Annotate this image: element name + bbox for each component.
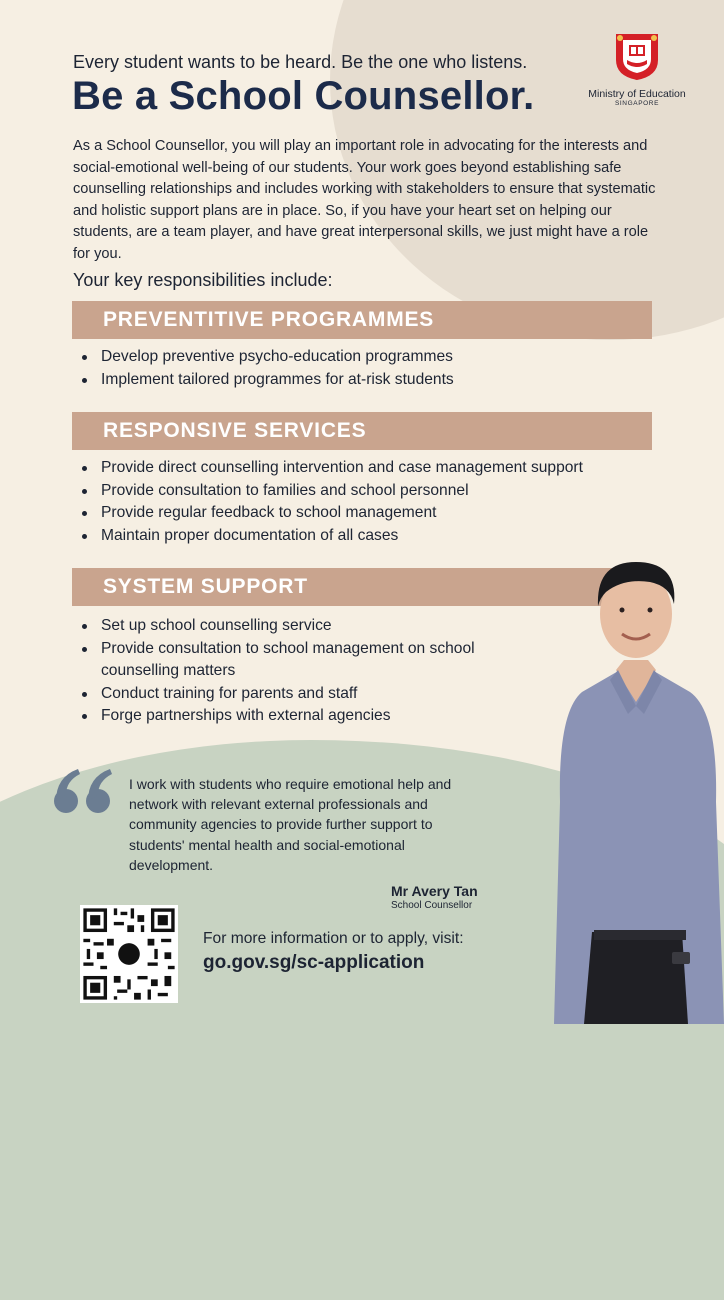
qr-code-icon bbox=[80, 905, 178, 1003]
moe-logo bbox=[582, 30, 692, 107]
section-title-preventive: PREVENTITIVE PROGRAMMES bbox=[72, 301, 652, 339]
list-item: Maintain proper documentation of all cases bbox=[73, 525, 673, 548]
list-item: Conduct training for parents and staff bbox=[73, 683, 493, 706]
list-item: Implement tailored programmes for at-risk students bbox=[73, 369, 633, 392]
preventive-list bbox=[73, 346, 633, 391]
cta-text: For more information or to apply, visit: bbox=[203, 930, 464, 947]
application-link[interactable]: go.gov.sg/sc-application bbox=[203, 952, 425, 973]
tagline: Every student wants to be heard. Be the one who listens. bbox=[73, 52, 528, 72]
moe-crest-icon bbox=[612, 30, 662, 82]
list-item: Develop preventive psycho-education programmes bbox=[73, 346, 633, 369]
list-item: Set up school counselling service bbox=[73, 615, 493, 638]
logo-country: SINGAPORE bbox=[614, 100, 660, 107]
testimonial-quote: I work with students who require emotional help and network with relevant external professionals and community agencies to provide further support to students' mental health and social-emotional development. bbox=[129, 776, 452, 873]
responsive-list bbox=[73, 457, 673, 547]
testimonial-role: School Counsellor bbox=[391, 900, 473, 911]
counsellor-portrait bbox=[532, 552, 724, 1024]
list-item: Provide regular feedback to school management bbox=[73, 502, 673, 525]
quote-mark-icon bbox=[52, 765, 114, 817]
section-title-system: SYSTEM SUPPORT bbox=[72, 568, 652, 606]
list-item: Provide consultation to families and school personnel bbox=[73, 480, 673, 503]
list-item: Provide direct counselling intervention and case management support bbox=[73, 457, 673, 480]
page-title: Be a School Counsellor. bbox=[72, 74, 535, 118]
section-title-responsive: RESPONSIVE SERVICES bbox=[72, 412, 652, 450]
logo-name: Ministry of Education bbox=[588, 88, 686, 100]
testimonial-name: Mr Avery Tan bbox=[391, 883, 478, 899]
responsibilities-heading: Your key responsibilities include: bbox=[73, 270, 333, 290]
system-list bbox=[73, 615, 493, 728]
intro-paragraph: As a School Counsellor, you will play an important role in advocating for the interests and social-emotional well-being of our students. Your work goes beyond establishing safe counselling relationships and includes working with stakeholders to ensure that systematic and holistic support plans are in place. So, if you have your heart set on helping our students, are a team player, and have great interpersonal skills, we just might have a role for you. bbox=[73, 138, 656, 262]
list-item: Provide consultation to school management on school counselling matters bbox=[73, 638, 493, 683]
list-item: Forge partnerships with external agencies bbox=[73, 705, 493, 728]
